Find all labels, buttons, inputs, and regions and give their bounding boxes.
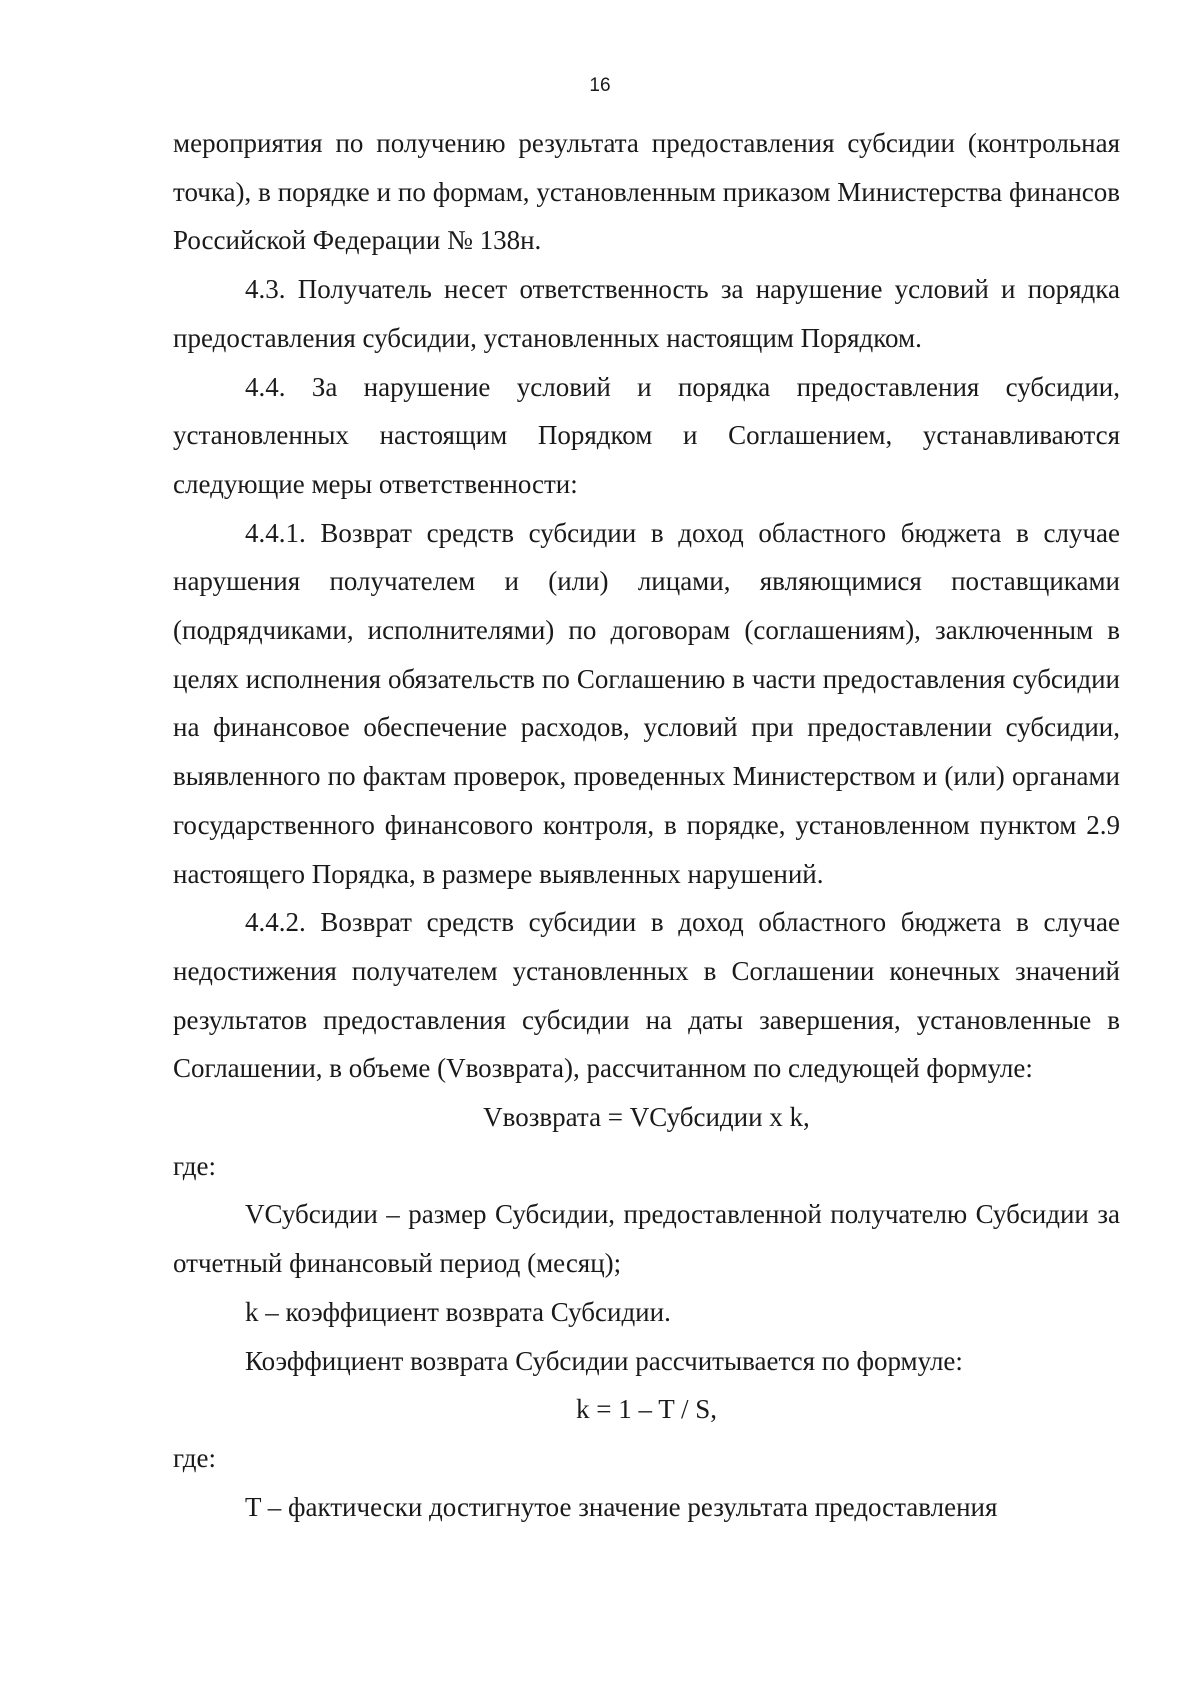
where-label: где: <box>173 1150 216 1181</box>
where-label: где: <box>173 1442 216 1473</box>
paragraph-4-4-2: 4.4.2. Возврат средств субсидии в доход областного бюджета в случае недостижения получателем установленных в Соглашении конечных значений результатов предоставления субсидии на даты завершения, установленные в Соглашении, в объеме (Vвозврата), рассчитанном по следующей формуле: <box>173 907 1120 1084</box>
paragraph-continuation: мероприятия по получению результата предоставления субсидии (контрольная точка), в порядке и по формам, установленным приказом Министерства финансов Российской Федерации № 138н. <box>173 128 1120 256</box>
page-number: 16 <box>589 75 611 96</box>
document-body <box>173 119 1120 1531</box>
paragraph-4-4-1: 4.4.1. Возврат средств субсидии в доход областного бюджета в случае нарушения получателем и (или) лицами, являющимися поставщиками (подрядчиками, исполнителями) по договорам (соглашениям), заключенным в целях исполнения обязательств по Соглашению в части предоставления субсидии на финансовое обеспечение расходов, условий при предоставлении субсидии, выявленного по фактам проверок, проведенных Министерством и (или) органами государственного финансового контроля, в порядке, установленном пунктом 2.9 настоящего Порядка, в размере выявленных нарушений. <box>173 517 1120 889</box>
definition-subsidy-amount: VСубсидии – размер Субсидии, предоставленной получателю Субсидии за отчетный финансовый период (месяц); <box>173 1199 1120 1279</box>
paragraph-4-4: 4.4. За нарушение условий и порядка предоставления субсидии, установленных настоящим Порядком и Соглашением, устанавливаются следующие меры ответственности: <box>173 371 1120 499</box>
coefficient-intro: Коэффициент возврата Субсидии рассчитывается по формуле: <box>245 1345 963 1376</box>
formula-return-volume: Vвозврата = VСубсидии x k, <box>483 1102 810 1133</box>
definition-actual-value: T – фактически достигнутое значение результата предоставления <box>245 1491 998 1522</box>
definition-coefficient: k – коэффициент возврата Субсидии. <box>245 1296 671 1327</box>
formula-coefficient: k = 1 – T / S, <box>575 1394 717 1425</box>
paragraph-4-3: 4.3. Получатель несет ответственность за нарушение условий и порядка предоставления субсидии, установленных настоящим Порядком. <box>173 274 1120 353</box>
